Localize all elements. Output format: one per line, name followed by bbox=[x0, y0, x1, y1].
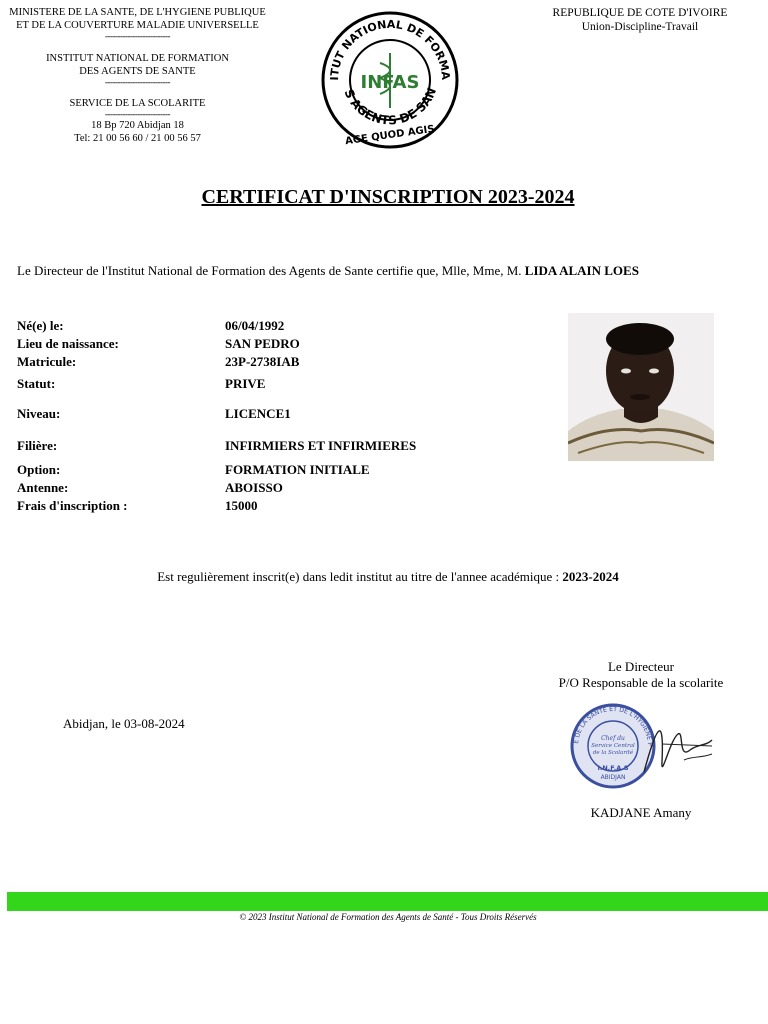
stamp-bottom1: I.N.F.A.S bbox=[597, 764, 629, 772]
registration-statement bbox=[0, 569, 768, 585]
ministry-line2: ET DE LA COUVERTURE MALADIE UNIVERSELLE bbox=[16, 20, 259, 31]
stamp-center-line1: Chef du bbox=[601, 735, 625, 742]
statut-label: Statut: bbox=[17, 376, 56, 391]
ministry-line1: MINISTERE DE LA SANTE, DE L'HYGIENE PUBLIQUE bbox=[9, 7, 266, 18]
statut-value: PRIVE bbox=[225, 376, 266, 391]
institute-line1: INSTITUT NATIONAL DE FORMATION bbox=[46, 53, 229, 64]
birth-date-value: 06/04/1992 bbox=[225, 318, 285, 333]
birth-place-label: Lieu de naissance: bbox=[17, 336, 119, 351]
birth-place-value: SAN PEDRO bbox=[225, 336, 300, 351]
institute-header bbox=[0, 52, 275, 87]
student-photo bbox=[568, 313, 714, 461]
stamp-bottom2: ABIDJAN bbox=[600, 774, 626, 781]
footer-copyright: © 2023 Institut National de Formation des Agents de Santé - Tous Droits Réservés bbox=[239, 912, 537, 922]
page-title: CERTIFICAT D'INSCRIPTION 2023-2024 bbox=[201, 186, 575, 208]
filiere-value: INFIRMIERS ET INFIRMIERES bbox=[225, 438, 417, 453]
stamp-center-line3: de la Scolarité bbox=[592, 750, 634, 756]
telephone: Tel: 21 00 56 60 / 21 00 56 57 bbox=[74, 133, 201, 144]
registration-text: Est regulièrement inscrit(e) dans ledit institut au titre de l'annee académique : bbox=[157, 569, 560, 584]
frais-label: Frais d'inscription : bbox=[17, 498, 128, 513]
intro-statement bbox=[17, 263, 639, 279]
place-date: Abidjan, le 03-08-2024 bbox=[63, 716, 185, 731]
student-name: LIDA ALAIN LOES bbox=[524, 263, 639, 278]
separator: -------------------------- bbox=[105, 31, 170, 41]
stamp-ring-text: E DE LA SANTE ET DE L'HYGIENE P bbox=[573, 705, 654, 747]
birth-date-label: Né(e) le: bbox=[17, 318, 64, 333]
stamp-center-line2: Service Central bbox=[591, 743, 635, 749]
academic-year: 2023-2024 bbox=[562, 569, 619, 584]
by-order-title: P/O Responsable de la scolarite bbox=[558, 675, 724, 690]
option-label: Option: bbox=[17, 462, 61, 477]
country-name: REPUBLIQUE DE COTE D'IVOIRE bbox=[552, 7, 728, 19]
director-title: Le Directeur bbox=[607, 659, 675, 674]
official-stamp bbox=[566, 700, 716, 790]
antenne-label: Antenne: bbox=[17, 480, 69, 495]
matricule-value: 23P-2738IAB bbox=[225, 354, 300, 369]
service-name: SERVICE DE LA SCOLARITE bbox=[69, 98, 206, 109]
filiere-label: Filière: bbox=[17, 438, 58, 453]
intro-text: Le Directeur de l'Institut National de Formation des Agents de Sante certifie que, Mlle, Mme, M. bbox=[17, 263, 522, 278]
country-header bbox=[535, 6, 745, 34]
logo-center: INFAS bbox=[360, 72, 420, 93]
footer-bar bbox=[7, 892, 768, 911]
country-motto: Union-Discipline-Travail bbox=[581, 21, 699, 33]
logo-ring-top: ITUT NATIONAL DE FORMA bbox=[327, 17, 453, 81]
signer-name: KADJANE Amany bbox=[590, 805, 692, 820]
logo-motto: AGE QUOD AGIS bbox=[344, 123, 436, 148]
frais-value: 15000 bbox=[225, 498, 258, 513]
institute-line2: DES AGENTS DE SANTE bbox=[79, 66, 196, 77]
address: 18 Bp 720 Abidjan 18 bbox=[91, 120, 184, 131]
svg-text:INSTITUT NATIONAL DE FORMATION bbox=[318, 8, 452, 81]
service-header bbox=[0, 97, 275, 145]
niveau-label: Niveau: bbox=[17, 406, 61, 421]
option-value: FORMATION INITIALE bbox=[225, 462, 370, 477]
ministry-header bbox=[0, 6, 275, 41]
separator: -------------------------- bbox=[105, 109, 170, 119]
matricule-label: Matricule: bbox=[17, 354, 77, 369]
separator: -------------------------- bbox=[105, 77, 170, 87]
infas-logo bbox=[318, 8, 463, 150]
niveau-value: LICENCE1 bbox=[225, 406, 291, 421]
logo-ring-bottom: S AGENTS DE SAN bbox=[341, 85, 440, 128]
antenne-value: ABOISSO bbox=[225, 480, 283, 495]
